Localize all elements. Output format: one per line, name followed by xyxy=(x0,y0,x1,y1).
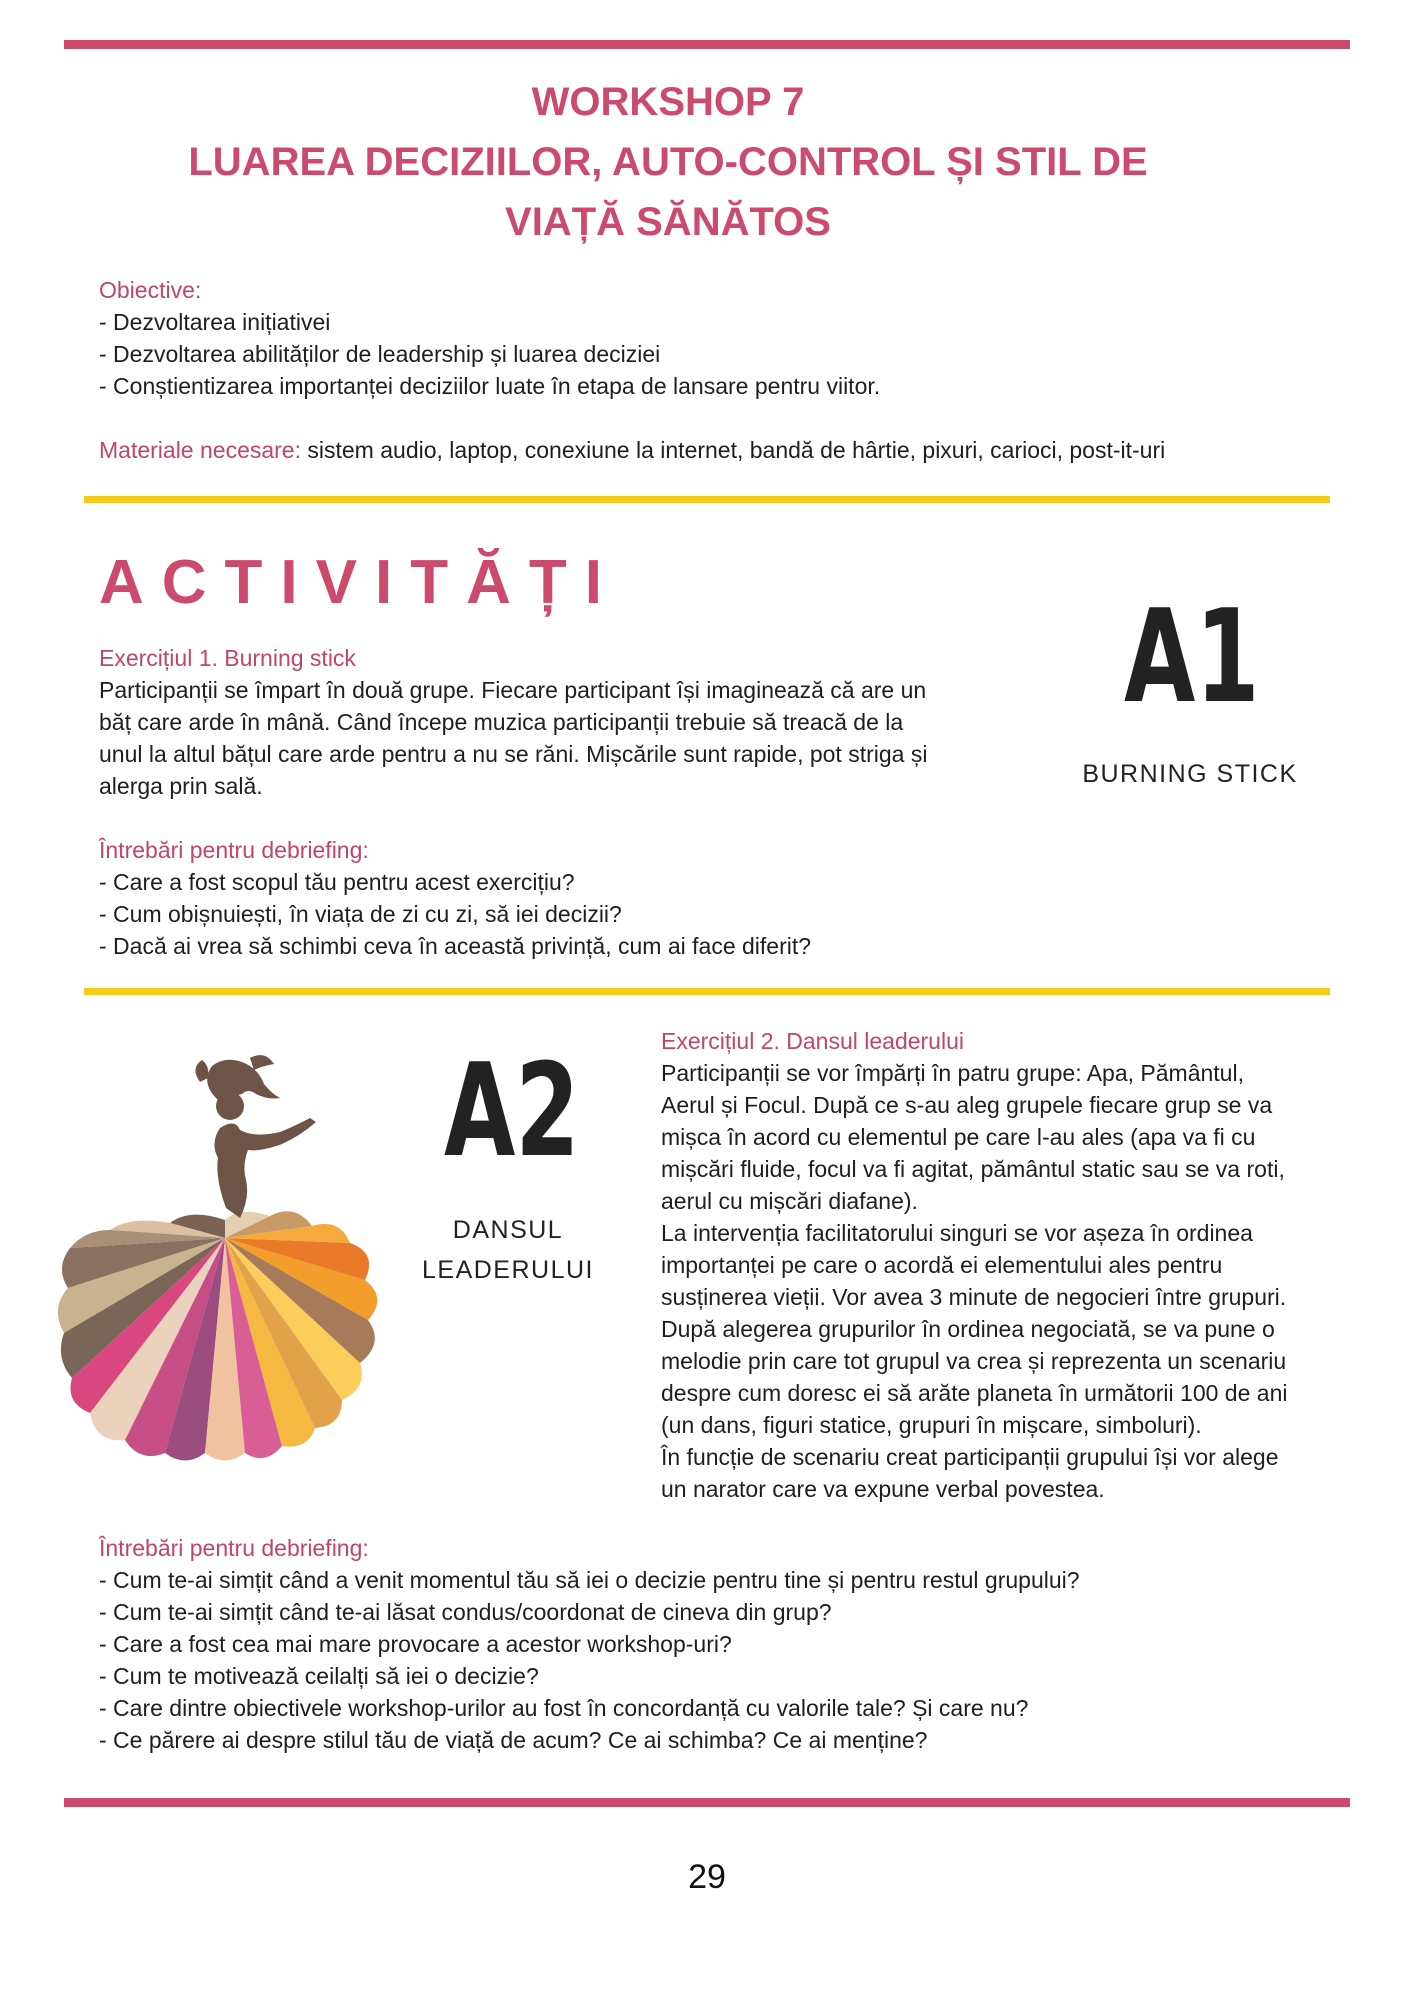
exercise-1-question: - Cum obișnuiești, în viața de zi cu zi, să iei decizii? xyxy=(99,901,622,927)
exercise-1-question: - Care a fost scopul tău pentru acest exercițiu? xyxy=(99,869,575,895)
exercise-2-debrief-label: Întrebări pentru debriefing: xyxy=(99,1535,369,1561)
badge-a2-caption-line: DANSUL xyxy=(452,1216,564,1244)
page-title xyxy=(64,72,1272,252)
exercise-2-title: Exercițiul 2. Dansul leaderului xyxy=(661,1028,964,1054)
exercise-1-question: - Dacă ai vrea să schimbi ceva în această privință, cum ai face diferit? xyxy=(99,933,812,959)
exercise-1-title: Exercițiul 1. Burning stick xyxy=(99,645,356,671)
exercise-1-text: alerga prin sală. xyxy=(99,773,263,799)
exercise-2-question: - Ce părere ai despre stilul tău de viață de acum? Ce ai schimba? Ce ai menține? xyxy=(99,1727,928,1753)
objectives-label: Obiective: xyxy=(99,277,202,303)
exercise-1-debrief-label: Întrebări pentru debriefing: xyxy=(99,837,369,863)
exercise-1-text: unul la altul bățul care arde pentru a nu se răni. Mișcările sunt rapide, pot striga și xyxy=(99,741,928,767)
activities-heading: ACTIVITĂȚI xyxy=(99,548,620,617)
page-number: 29 xyxy=(688,1858,726,1896)
materials-text: sistem audio, laptop, conexiune la internet, bandă de hârtie, pixuri, carioci, post-it-uri xyxy=(301,437,1166,463)
title-line-1: WORKSHOP 7 xyxy=(531,80,805,124)
exercise-2-text: un narator care va expune verbal povestea. xyxy=(661,1476,1105,1502)
exercise-2-question: - Care dintre obiectivele workshop-urilor au fost în concordanță cu valorile tale? Și care nu? xyxy=(99,1695,1029,1721)
materials-label: Materiale necesare: xyxy=(99,437,301,463)
title-line-2: LUAREA DECIZIILOR, AUTO-CONTROL ȘI STIL DE xyxy=(188,140,1148,184)
objective-item: - Dezvoltarea inițiativei xyxy=(99,309,331,335)
exercise-2-text: La intervenția facilitatorului singuri se vor așeza în ordinea xyxy=(661,1220,1253,1246)
objective-item: - Conștientizarea importanței deciziilor luate în etapa de lansare pentru viitor. xyxy=(99,373,881,399)
badge-a2-caption xyxy=(410,1214,606,1286)
objective-item: - Dezvoltarea abilităților de leadership și luarea deciziei xyxy=(99,341,661,367)
objectives-section xyxy=(99,274,880,402)
exercise-2 xyxy=(661,1025,1287,1505)
exercise-1 xyxy=(99,642,927,962)
exercise-2-text: După alegerea grupurilor în ordinea negociată, se va pune o xyxy=(661,1316,1275,1342)
materials-section xyxy=(99,434,1165,466)
exercise-2-text: importanței pe care o acordă ei elementului ales pentru xyxy=(661,1252,1223,1278)
exercise-2-text: Participanții se vor împărți în patru grupe: Apa, Pământul, xyxy=(661,1060,1244,1086)
badge-a1-caption: BURNING STICK xyxy=(1082,760,1298,788)
exercise-2-text: Aerul și Focul. După ce s-au aleg grupele fiecare grup se va xyxy=(661,1092,1273,1118)
bottom-divider xyxy=(64,1798,1350,1807)
badge-a2-caption-line: LEADERULUI xyxy=(422,1256,594,1284)
badge-a2: A2 xyxy=(444,1037,580,1186)
exercise-2-question: - Cum te motivează ceilalți să iei o decizie? xyxy=(99,1663,539,1689)
exercise-2-text: mișca în acord cu elementul pe care l-au ales (apa va fi cu xyxy=(661,1124,1256,1150)
dancer-illustration xyxy=(50,1048,430,1468)
section-divider xyxy=(84,988,1330,995)
section-divider xyxy=(84,496,1330,503)
exercise-2-question: - Care a fost cea mai mare provocare a acestor workshop-uri? xyxy=(99,1631,732,1657)
exercise-2-text: (un dans, figuri statice, grupuri în mișcare, simboluri). xyxy=(661,1412,1202,1438)
exercise-2-text: mișcări fluide, focul va fi agitat, pământul static sau se va roti, xyxy=(661,1156,1285,1182)
exercise-2-text: aerul cu mișcări diafane). xyxy=(661,1188,918,1214)
exercise-2-text: melodie prin care tot grupul va crea și reprezenta un scenariu xyxy=(661,1348,1287,1374)
exercise-2-text: În funcție de scenariu creat participanții grupului își vor alege xyxy=(661,1444,1279,1470)
exercise-2-text: susținerea vieții. Vor avea 3 minute de negocieri între grupuri. xyxy=(661,1284,1287,1310)
exercise-2-text: despre cum doresc ei să arăte planeta în următorii 100 de ani xyxy=(661,1380,1288,1406)
exercise-2-question: - Cum te-ai simțit când te-ai lăsat condus/coordonat de cineva din grup? xyxy=(99,1599,832,1625)
exercise-2-debrief xyxy=(99,1532,1080,1756)
badge-a1: A1 xyxy=(1124,583,1260,732)
exercise-1-text: Participanții se împart în două grupe. Fiecare participant își imaginează că are un xyxy=(99,677,927,703)
top-divider xyxy=(64,40,1350,49)
exercise-1-text: băț care arde în mână. Când începe muzica participanții trebuie să treacă de la xyxy=(99,709,904,735)
title-line-3: VIAȚĂ SĂNĂTOS xyxy=(505,200,831,244)
exercise-2-question: - Cum te-ai simțit când a venit momentul tău să iei o decizie pentru tine și pentru restul grupului? xyxy=(99,1567,1080,1593)
